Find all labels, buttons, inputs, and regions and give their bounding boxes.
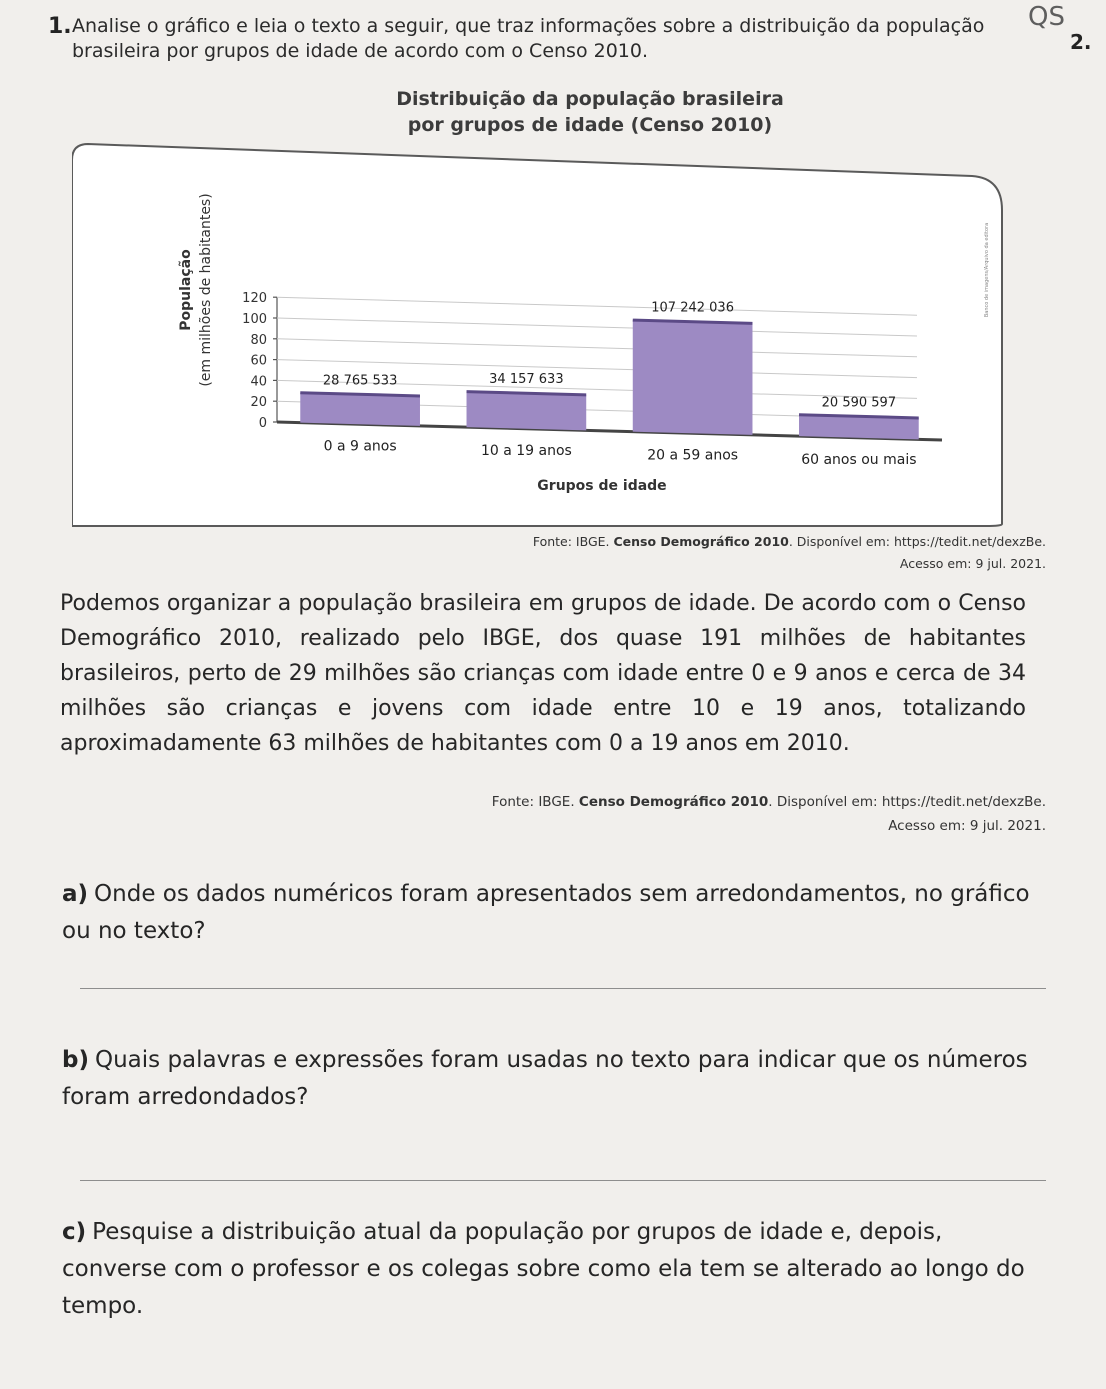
- body-paragraph: Podemos organizar a população brasileira em grupos de idade. De acordo com o Censo Demográfico 2010, realizado pelo IBGE, dos quase 191 milhões de habitantes brasileiros, perto de 29 milhões são crianças com idade entre 0 e 9 anos e cerca de 34 milhões são crianças e jovens com idade entre 10 e 19 anos, totalizando aproximadamente 63 milhões de habitantes com 0 a 19 anos em 2010.: [60, 591, 1026, 756]
- bar-value-label: 20 590 597: [821, 395, 897, 411]
- population-bar-chart: [72, 140, 1018, 528]
- question-c-label: c): [62, 1219, 87, 1245]
- x-category-label: 60 anos ou mais: [801, 451, 917, 468]
- y-tick-label: 100: [242, 312, 267, 327]
- y-tick-label: 60: [250, 353, 267, 369]
- x-axis-label: Grupos de idade: [537, 478, 667, 494]
- y-tick-label: 120: [242, 291, 267, 307]
- chart-source-title: Censo Demográfico 2010: [613, 534, 789, 549]
- answer-line-a[interactable]: [80, 988, 1046, 989]
- chart-title-line2: por grupos de idade (Censo 2010): [407, 114, 773, 136]
- y-tick-label: 20: [250, 395, 267, 411]
- body-paragraph-block: [60, 586, 1026, 761]
- text-source-prefix: Fonte: IBGE.: [491, 794, 579, 810]
- text-source-suffix: . Disponível em: https://tedit.net/dexzBe.: [768, 794, 1046, 810]
- y-tick-label: 80: [250, 332, 267, 348]
- chart-source: [533, 534, 1046, 549]
- intro-text: Analise o gráfico e leia o texto a seguir, que traz informações sobre a distribuição da população brasileira por grupos de idade de acordo com o Censo 2010.: [72, 15, 985, 62]
- question-c-text: Pesquise a distribuição atual da população por grupos de idade e, depois, converse com o professor e os colegas sobre como ela tem se alterado ao longo do tempo.: [62, 1219, 1025, 1319]
- x-category-label: 0 a 9 anos: [323, 438, 397, 455]
- answer-line-b[interactable]: [80, 1180, 1046, 1181]
- question-b: [62, 1042, 1052, 1116]
- question-a-label: a): [62, 881, 89, 907]
- y-axis-label-line1: População: [178, 249, 194, 331]
- y-axis-label-line2: (em milhões de habitantes): [198, 193, 214, 387]
- chart-title-line1: Distribuição da população brasileira: [396, 88, 784, 110]
- bar-2: [467, 392, 587, 431]
- y-tick-label: 40: [250, 374, 267, 390]
- text-source-access: Acesso em: 9 jul. 2021.: [888, 818, 1046, 834]
- bar-value-label: 34 157 633: [489, 372, 564, 388]
- bar-value-label: 107 242 036: [651, 300, 734, 316]
- question-c: [62, 1214, 1052, 1325]
- x-category-label: 10 a 19 anos: [480, 442, 572, 459]
- y-tick-label: 0: [258, 416, 267, 431]
- chart-source-prefix: Fonte: IBGE.: [532, 534, 614, 549]
- item-number: 1.: [48, 14, 72, 39]
- question-a: [62, 876, 1052, 950]
- chart-source-access: Acesso em: 9 jul. 2021.: [899, 556, 1046, 571]
- page-item-number: 2.: [1070, 30, 1092, 54]
- question-b-label: b): [62, 1047, 89, 1073]
- bar-value-label: 28 765 533: [322, 373, 398, 389]
- text-source-title: Censo Demográfico 2010: [578, 794, 769, 810]
- question-b-text: Quais palavras e expressões foram usadas no texto para indicar que os números foram arredondados?: [62, 1047, 1028, 1110]
- image-credit: Banco de imagens/Arquivo da editora: [984, 222, 990, 318]
- handwritten-mark: QS: [1028, 2, 1065, 32]
- question-a-text: Onde os dados numéricos foram apresentados sem arredondamentos, no gráfico ou no texto?: [62, 881, 1030, 944]
- bar-3: [633, 320, 753, 435]
- x-category-label: 20 a 59 anos: [647, 447, 739, 464]
- bar-1: [300, 393, 420, 426]
- text-source: [492, 794, 1046, 810]
- chart-source-suffix: . Disponível em: https://tedit.net/dexzBe.: [788, 534, 1046, 549]
